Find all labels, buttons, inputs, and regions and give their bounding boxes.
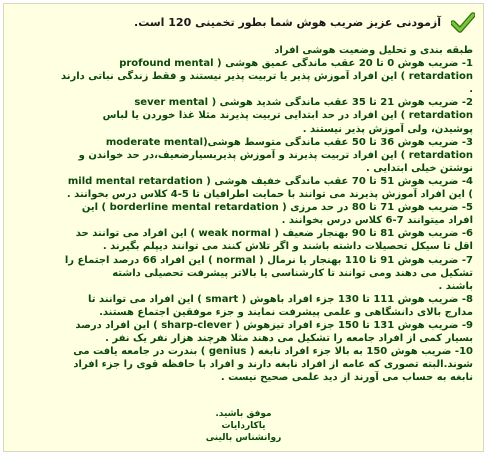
result-panel <box>3 3 484 452</box>
signature-greeting: موفق باشید. <box>215 409 272 419</box>
text-line: 6- ضریب هوش 81 تا 90 بهنجار ضعیف ( weak normal ) این افراد می توانند حد <box>75 228 473 240</box>
classification-text <box>10 44 473 384</box>
result-headline: آزمودنی عزیز ضریب هوش شما بطور تخمینی 120 است. <box>134 16 441 29</box>
text-line: 4- ضریب هوش 51 تا 70 عقب ماندگی خفیف هوشی ( mild mental retardation <box>67 175 473 187</box>
text-line: طبقه بندی و تحلیل وضعیت هوشی افراد <box>274 45 473 56</box>
text-line: افراد میتوانند 7-6 کلاس درس بخوانند . <box>281 215 473 227</box>
text-line: تشکیل می دهند ومی توانند تا کارشناسی یا بالاتر پیشرفت تحصیلی داشته <box>112 267 473 279</box>
text-line: 1- ضریب هوش 0 تا 20 عقب ماندگی عمیق هوشی ( profound mental <box>119 58 473 70</box>
text-line: . <box>469 84 473 96</box>
text-line: 8- ضریب هوش 111 تا 130 جزء افراد باهوش ( smart ) این افراد می توانند تا <box>88 293 473 305</box>
text-line: نوشتن خیلی ابتدایی . <box>365 162 473 174</box>
text-line: باشند . <box>438 280 473 292</box>
text-line: retardation ) این افراد تربیت پذیرند و آموزش پذیربسیارضعیف،در حد خواندن و <box>78 149 473 161</box>
text-line: نابغه به حساب می آورند از دید علمی صحیح نیست . <box>220 372 473 384</box>
signature-name: یاکاردایات <box>221 421 266 431</box>
text-line: ) این افراد آموزش پذیرند می توانند با حمایت اطرافیان تا 5-4 کلاس درس بخوانند . <box>66 189 473 201</box>
signature-title: روانشناس بالینی <box>205 433 282 443</box>
text-line: پوشیدن، ولی آموزش پذیر نیستند . <box>302 123 473 135</box>
text-line: 10- ضریب هوش 150 به بالا جزء افراد نابغه ( genius ) بندرت در جامعه یافت می <box>73 346 473 358</box>
text-line: 7- ضریب هوش 91 تا 110 بهنجار یا نرمال ( normal ) این افراد 66 درصد اجتماع را <box>64 254 473 266</box>
text-line: 3- ضریب هوش 36 تا 50 عقب ماندگی متوسط هوشی(moderate mental <box>105 136 473 148</box>
text-line: بسیار کمی از افراد جامعه را تشکیل می دهند مثلا هرچند هزار نفر یک نفر . <box>105 333 473 345</box>
text-line: اقل تا سیکل تحصیلات داشته باشند و اگر تلاش کنند می توانند دیپلم بگیرند . <box>102 241 473 253</box>
text-line: 9- ضریب هوش 131 تا 150 جزء افراد تیزهوش ( sharp-clever ) این افراد درصد <box>75 319 473 331</box>
text-line: 2- ضریب هوش 21 تا 35 عقب ماندگی شدید هوشی ( sever mental <box>134 97 473 109</box>
text-line: retardation ) این افراد در حد ابتدایی تربیت پذیرند مثلا غذا خوردن یا لباس <box>102 110 473 122</box>
text-line: retardation ) این افراد آموزش پذیر یا تربیت پذیر نیستند و فقط زندگی نباتی دارند <box>60 71 473 83</box>
text-line: شوند.البته تصوری که عامه از افراد نابغه دارند و افراد با حافظه قوی را جزء افراد <box>73 359 473 371</box>
checkmark-icon <box>451 11 475 33</box>
signature-block <box>4 408 483 444</box>
text-line: 5- ضریب هوش 71 تا 80 در حد مرزی ( borderline mental retardation ) این <box>81 202 473 214</box>
text-line: مدارج بالای دانشگاهی و علمی پیشرفت نمایند و جزء موفقین اجتماع هستند. <box>99 306 473 318</box>
